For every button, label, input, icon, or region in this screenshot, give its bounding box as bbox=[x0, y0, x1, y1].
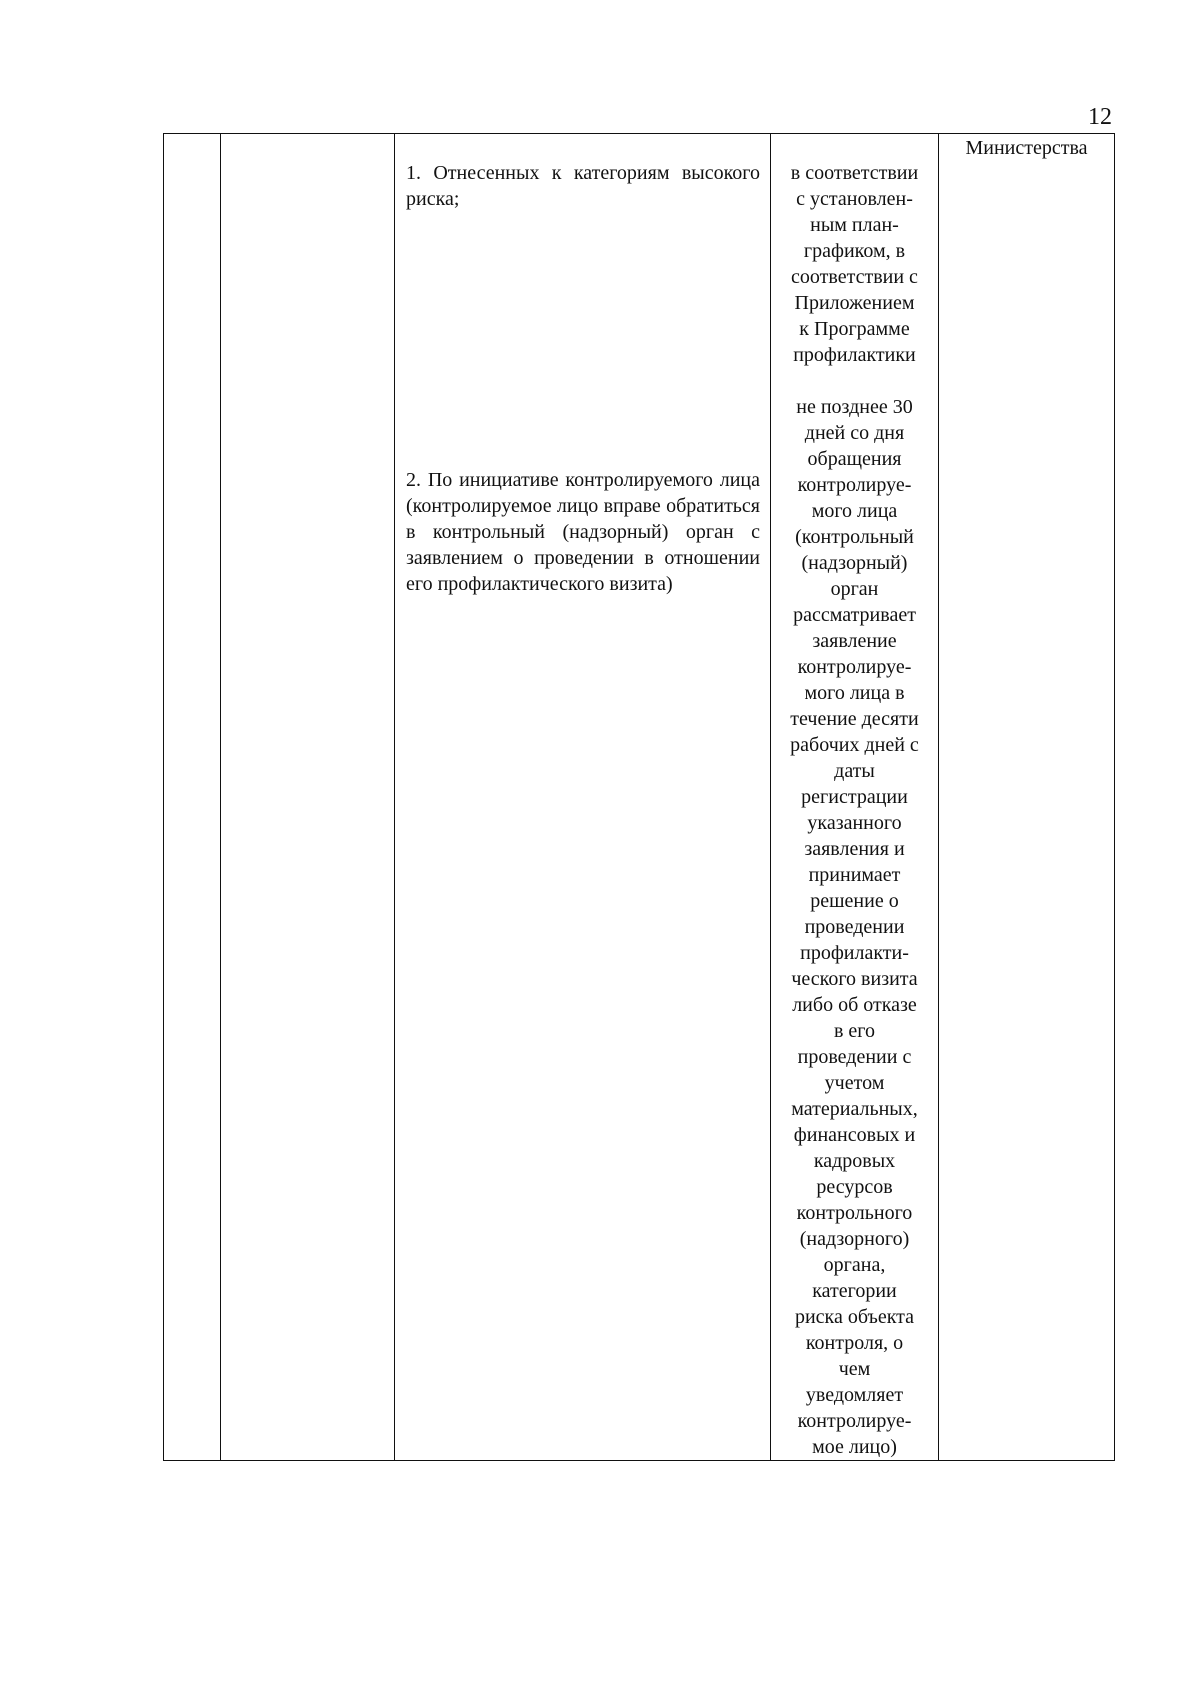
table-row bbox=[164, 134, 1115, 1461]
deadline-line: (надзорный) bbox=[801, 552, 908, 574]
deadline-line: проведении с bbox=[797, 1046, 912, 1068]
deadline-line: даты bbox=[834, 760, 875, 782]
deadline-line: контроля, о bbox=[805, 1332, 904, 1354]
deadline-line: не позднее 30 bbox=[796, 396, 913, 418]
deadline-line: ческого визита bbox=[791, 968, 918, 990]
deadline-line: проведении bbox=[804, 916, 905, 938]
deadline-line: финансовых и bbox=[793, 1124, 916, 1146]
deadline-line: органа, bbox=[823, 1254, 886, 1276]
deadline-line: категории bbox=[812, 1280, 897, 1302]
deadline-line: принимает bbox=[808, 864, 901, 886]
deadline-line: материальных, bbox=[791, 1098, 918, 1120]
deadline-line: профилактики bbox=[793, 344, 916, 366]
deadline-line: ресурсов bbox=[816, 1176, 893, 1198]
deadline-line: контролируе- bbox=[797, 656, 912, 678]
deadline-line: чем bbox=[838, 1358, 871, 1380]
ground-item-high-risk: 1. Отнесенных к категориям высокого риска; bbox=[406, 162, 760, 210]
deadline-line: контролируе- bbox=[797, 1410, 912, 1432]
deadline-line: решение о bbox=[810, 890, 899, 912]
deadline-line: соответствии с bbox=[791, 266, 918, 288]
responsible-text: Министерства bbox=[965, 137, 1088, 159]
deadline-cell bbox=[771, 134, 939, 1461]
number-cell bbox=[164, 134, 221, 1461]
deadline-line: течение десяти bbox=[790, 708, 919, 730]
deadline-line: мого лица bbox=[811, 500, 898, 522]
deadline-line: контролируе- bbox=[797, 474, 912, 496]
deadline-line: профилакти- bbox=[800, 942, 909, 964]
deadline-line: регистрации bbox=[801, 786, 908, 808]
deadline-line: в его bbox=[833, 1020, 876, 1042]
deadline-line: рассматривает bbox=[793, 604, 916, 626]
deadline-line: к Программе bbox=[799, 318, 910, 340]
measures-table bbox=[163, 133, 1115, 1461]
deadline-line: контрольного bbox=[796, 1202, 913, 1224]
deadline-line: мое лицо) bbox=[812, 1436, 897, 1458]
deadline-line: заявления и bbox=[804, 838, 905, 860]
page-number: 12 bbox=[1088, 104, 1112, 130]
deadline-line: кадровых bbox=[813, 1150, 896, 1172]
deadline-line: учетом bbox=[824, 1072, 885, 1094]
ground-item-initiative: 2. По инициативе контролируемого лица (контролируемое лицо вправе обратиться в контрольный (надзорный) орган с заявлением о проведении в отношении его профилактического визита) bbox=[406, 469, 760, 595]
deadline-line: мого лица в bbox=[804, 682, 905, 704]
deadline-initiative bbox=[775, 394, 934, 1460]
deadline-line: ным план- bbox=[810, 214, 899, 236]
deadline-line: обращения bbox=[807, 448, 902, 470]
measure-name-cell bbox=[221, 134, 395, 1461]
deadline-line: рабочих дней с bbox=[790, 734, 919, 756]
grounds-cell bbox=[395, 134, 771, 1461]
deadline-line: уведомляет bbox=[805, 1384, 904, 1406]
deadline-line: в соответствии bbox=[790, 162, 919, 184]
deadline-line: с установлен- bbox=[796, 188, 913, 210]
deadline-line: (контрольный bbox=[795, 526, 914, 548]
deadline-line: либо об отказе bbox=[792, 994, 917, 1016]
deadline-line: заявление bbox=[812, 630, 897, 652]
deadline-line: орган bbox=[830, 578, 879, 600]
deadline-schedule bbox=[775, 160, 934, 368]
deadline-line: графиком, в bbox=[803, 240, 906, 262]
deadline-line: риска объекта bbox=[794, 1306, 915, 1328]
deadline-line: (надзорного) bbox=[799, 1228, 910, 1250]
deadline-line: Приложением bbox=[794, 292, 915, 314]
responsible-cell bbox=[939, 134, 1115, 1461]
deadline-line: указанного bbox=[807, 812, 902, 834]
deadline-line: дней со дня bbox=[804, 422, 905, 444]
